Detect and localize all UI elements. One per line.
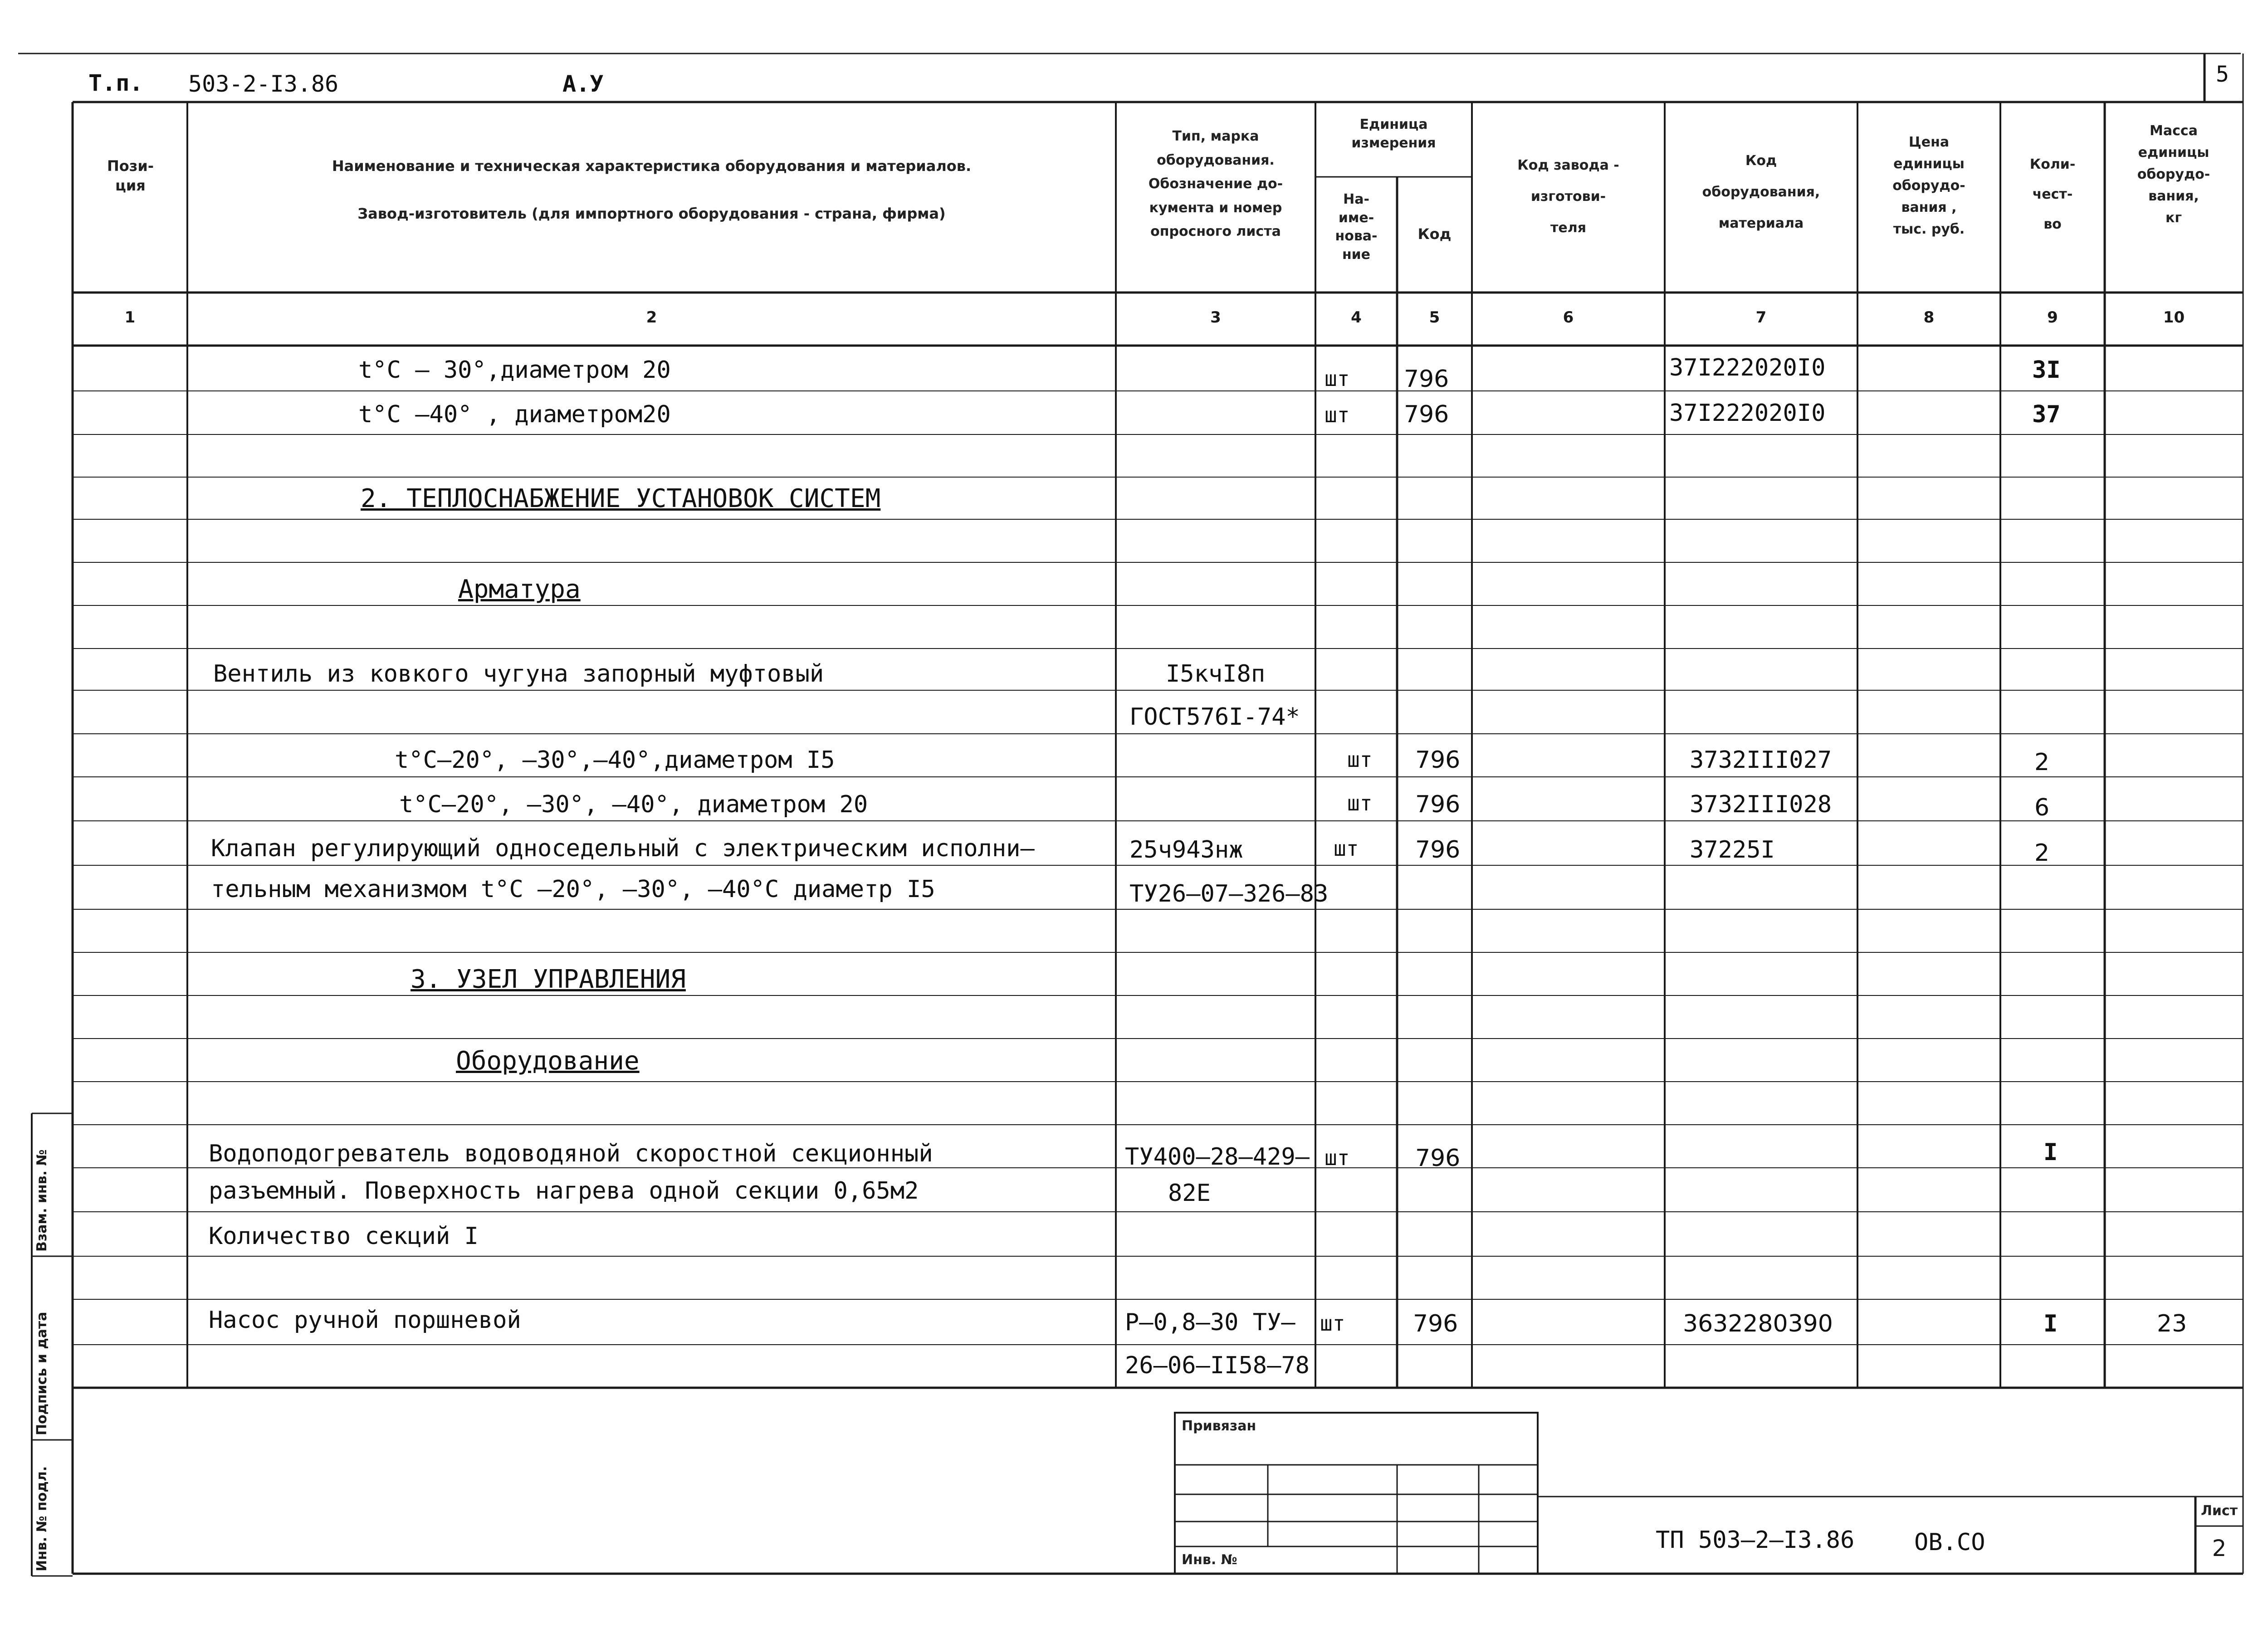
row-valve-20-unit-code: 796 — [1415, 791, 1461, 818]
row-pump-type: Р–0,8–30 ТУ– — [1125, 1309, 1295, 1336]
row-heater-tu-2: 82Е — [1168, 1180, 1211, 1207]
row-2-unit: шт — [1325, 403, 1350, 427]
col-number-4: 4 — [1351, 308, 1362, 327]
row-1-name: t°C – 30°,диаметром 20 — [358, 356, 671, 384]
col-number-10: 10 — [2163, 308, 2185, 327]
sidebar-vzam: Взам. инв. № — [34, 1149, 50, 1252]
row-heater-unit-code: 796 — [1415, 1145, 1461, 1172]
row-heater-name-1: Водоподогреватель водоводяной скоростной секционный — [209, 1140, 933, 1167]
row-heater-name-2: разъемный. Поверхность нагрева одной секции 0,65м2 — [209, 1177, 919, 1205]
stamp-privyazan: Привязан — [1182, 1418, 1256, 1434]
row-regvalve-unit: шт — [1334, 836, 1359, 861]
col-number-2: 2 — [646, 308, 657, 327]
row-pump-name: Насос ручной поршневой — [209, 1307, 521, 1334]
row-2-name: t°C –40° , диаметром20 — [358, 401, 671, 428]
row-pump-equipment-code: 3632280390 — [1683, 1310, 1833, 1337]
row-1-equipment-code: 37I222020I0 — [1669, 354, 1826, 381]
row-heater-unit: шт — [1325, 1146, 1350, 1170]
row-heater-tu: ТУ400–28–429– — [1125, 1143, 1310, 1171]
row-pump-tu: 26–06–II58–78 — [1125, 1352, 1310, 1379]
header-mass: Масса единицы оборудо- вания, кг — [2137, 123, 2210, 226]
row-regvalve-quantity: 2 — [2034, 839, 2050, 867]
header-factory-code: Код завода - изготови- теля — [1517, 157, 1619, 236]
row-1-quantity: 3I — [2032, 356, 2061, 384]
tp-code: 503-2-I3.86 — [188, 71, 339, 97]
header-position: Пози- ция — [107, 157, 154, 195]
col-number-5: 5 — [1429, 308, 1440, 327]
row-1-unit: шт — [1325, 366, 1350, 391]
col-number-8: 8 — [1923, 308, 1935, 327]
row-valve-type: I5кчI8п — [1166, 660, 1266, 688]
sidebar-inv-podl: Инв. № подл. — [34, 1466, 50, 1571]
sidebar-podpis: Подпись и дата — [34, 1312, 50, 1435]
sheet-number: 2 — [2212, 1535, 2227, 1561]
tp-prefix: Т.п. — [88, 70, 143, 96]
row-heater-sections: Количество секций I — [209, 1223, 479, 1250]
row-valve-gost: ГОСТ576I-74* — [1129, 703, 1300, 731]
sheet-label: Лист — [2200, 1503, 2238, 1519]
header-unit-name: На- име- нова- ние — [1335, 191, 1378, 263]
row-pump-unit: шт — [1320, 1311, 1345, 1336]
col-number-6: 6 — [1563, 308, 1574, 327]
row-regvalve-equipment-code: 37225I — [1690, 836, 1775, 863]
header-unit-group: Единица измерения — [1351, 117, 1436, 151]
header-unit-code: Код — [1418, 225, 1452, 243]
row-1-unit-code: 796 — [1404, 366, 1449, 393]
row-regvalve-unit-code: 796 — [1415, 836, 1461, 863]
album-code: А.У — [562, 71, 604, 97]
row-2-quantity: 37 — [2032, 401, 2061, 428]
row-heater-quantity: I — [2043, 1139, 2058, 1166]
row-valve-15-name: t°C–20°, –30°,–40°,диаметром I5 — [395, 746, 835, 774]
section-2-title: 2. ТЕПЛОСНАБЖЕНИЕ УСТАНОВОК СИСТЕМ — [361, 484, 881, 513]
page-number: 5 — [2216, 62, 2229, 87]
subsection-oborudovanie: Оборудование — [456, 1046, 640, 1076]
row-valve-20-quantity: 6 — [2034, 794, 2050, 821]
col-number-9: 9 — [2047, 308, 2058, 327]
header-name-line2: Завод-изготовитель (для импортного оборудования - страна, фирма) — [357, 205, 946, 222]
col-number-3: 3 — [1210, 308, 1221, 327]
row-regvalve-name-2: тельным механизмом t°C –20°, –30°, –40°C диаметр I5 — [211, 876, 935, 903]
header-name-line1: Наименование и техническая характеристика оборудования и материалов. — [332, 157, 972, 175]
row-valve-15-unit: шт — [1347, 747, 1373, 772]
subsection-armatura: Арматура — [458, 575, 581, 604]
header-price: Цена единицы оборудо- вания , тыс. руб. — [1892, 134, 1965, 237]
col-number-7: 7 — [1755, 308, 1767, 327]
row-pump-unit-code: 796 — [1413, 1310, 1458, 1337]
row-valve-15-equipment-code: 3732III027 — [1690, 746, 1832, 774]
doc-suffix: ОВ.СО — [1914, 1529, 1985, 1556]
row-regvalve-name-1: Клапан регулирующий односедельный с электрическим исполни– — [211, 835, 1035, 862]
row-regvalve-tu: ТУ26–07–326–83 — [1129, 880, 1329, 907]
row-pump-quantity: I — [2043, 1310, 2058, 1337]
row-valve-15-unit-code: 796 — [1415, 746, 1461, 774]
header-equipment-code: Код оборудования, материала — [1702, 153, 1820, 231]
row-valve-15-quantity: 2 — [2034, 749, 2050, 776]
row-pump-mass: 23 — [2157, 1310, 2187, 1337]
doc-code: ТП 503–2–I3.86 — [1656, 1527, 1855, 1554]
row-valve-20-name: t°C–20°, –30°, –40°, диаметром 20 — [399, 791, 868, 818]
col-number-1: 1 — [124, 308, 136, 327]
row-2-equipment-code: 37I222020I0 — [1669, 400, 1826, 427]
row-valve-20-equipment-code: 3732III028 — [1690, 791, 1832, 818]
row-2-unit-code: 796 — [1404, 401, 1449, 428]
section-3-title: 3. УЗЕЛ УПРАВЛЕНИЯ — [411, 965, 686, 994]
header-quantity: Коли- чест- во — [2029, 156, 2076, 232]
row-valve-20-unit: шт — [1347, 791, 1373, 815]
row-valve-name: Вентиль из ковкого чугуна запорный муфтовый — [213, 660, 824, 688]
row-regvalve-type: 25ч943нж — [1129, 836, 1243, 863]
stamp-inv-no: Инв. № — [1182, 1552, 1237, 1568]
header-type: Тип, марка оборудования. Обозначение до- кумента и номер опросного листа — [1148, 128, 1283, 239]
